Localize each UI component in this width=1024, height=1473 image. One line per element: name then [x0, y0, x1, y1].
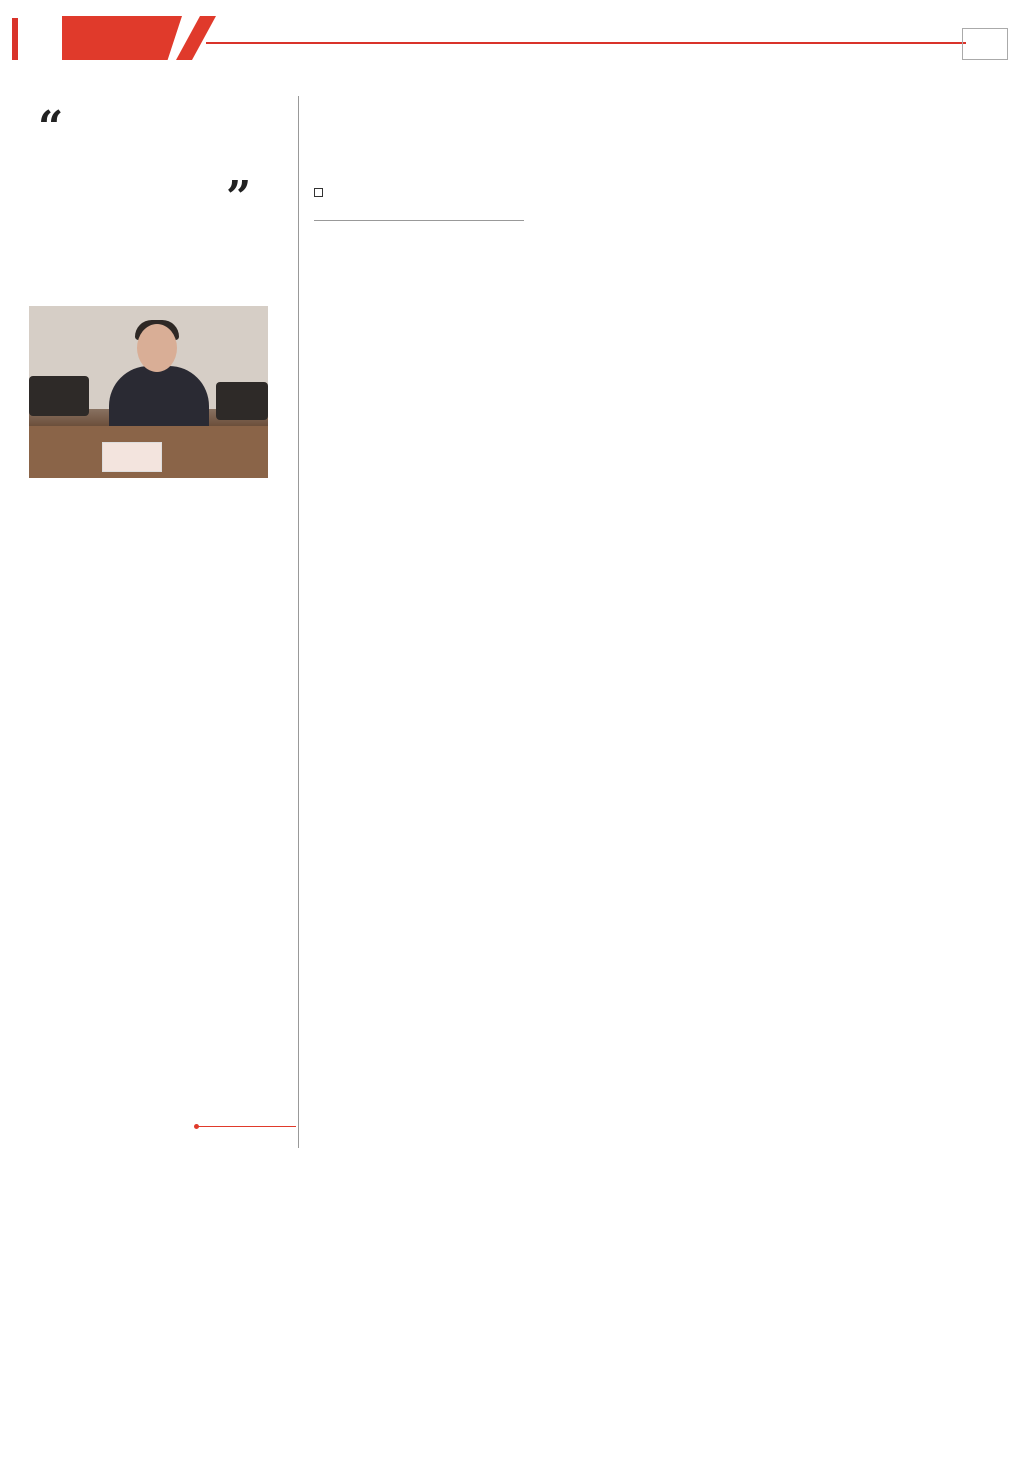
column-divider [298, 96, 299, 1148]
article1-column-2 [536, 186, 748, 400]
article1-byline [314, 186, 524, 216]
close-quote-icon: ” [226, 172, 252, 223]
speaker-photo [29, 306, 268, 478]
subhead-text [536, 410, 555, 421]
nameplate [102, 442, 162, 472]
section-label [62, 16, 182, 60]
open-quote-icon: “ [38, 102, 64, 153]
byline-box-icon [314, 188, 323, 197]
article1-subhead-1 [314, 444, 524, 460]
article1-column-1 [314, 226, 524, 428]
article1-column-1b [314, 486, 524, 682]
badge-rule [196, 1126, 296, 1127]
header-rule [206, 42, 966, 44]
byline-rule [314, 220, 524, 221]
newspaper-logo [962, 28, 1008, 60]
subhead-text [314, 446, 333, 457]
article1-subhead-2 [536, 408, 748, 424]
column-badge [194, 1092, 304, 1148]
article1-column-2b [536, 450, 748, 690]
page-marker-bar [12, 18, 18, 60]
header-slash-decoration [176, 16, 216, 60]
